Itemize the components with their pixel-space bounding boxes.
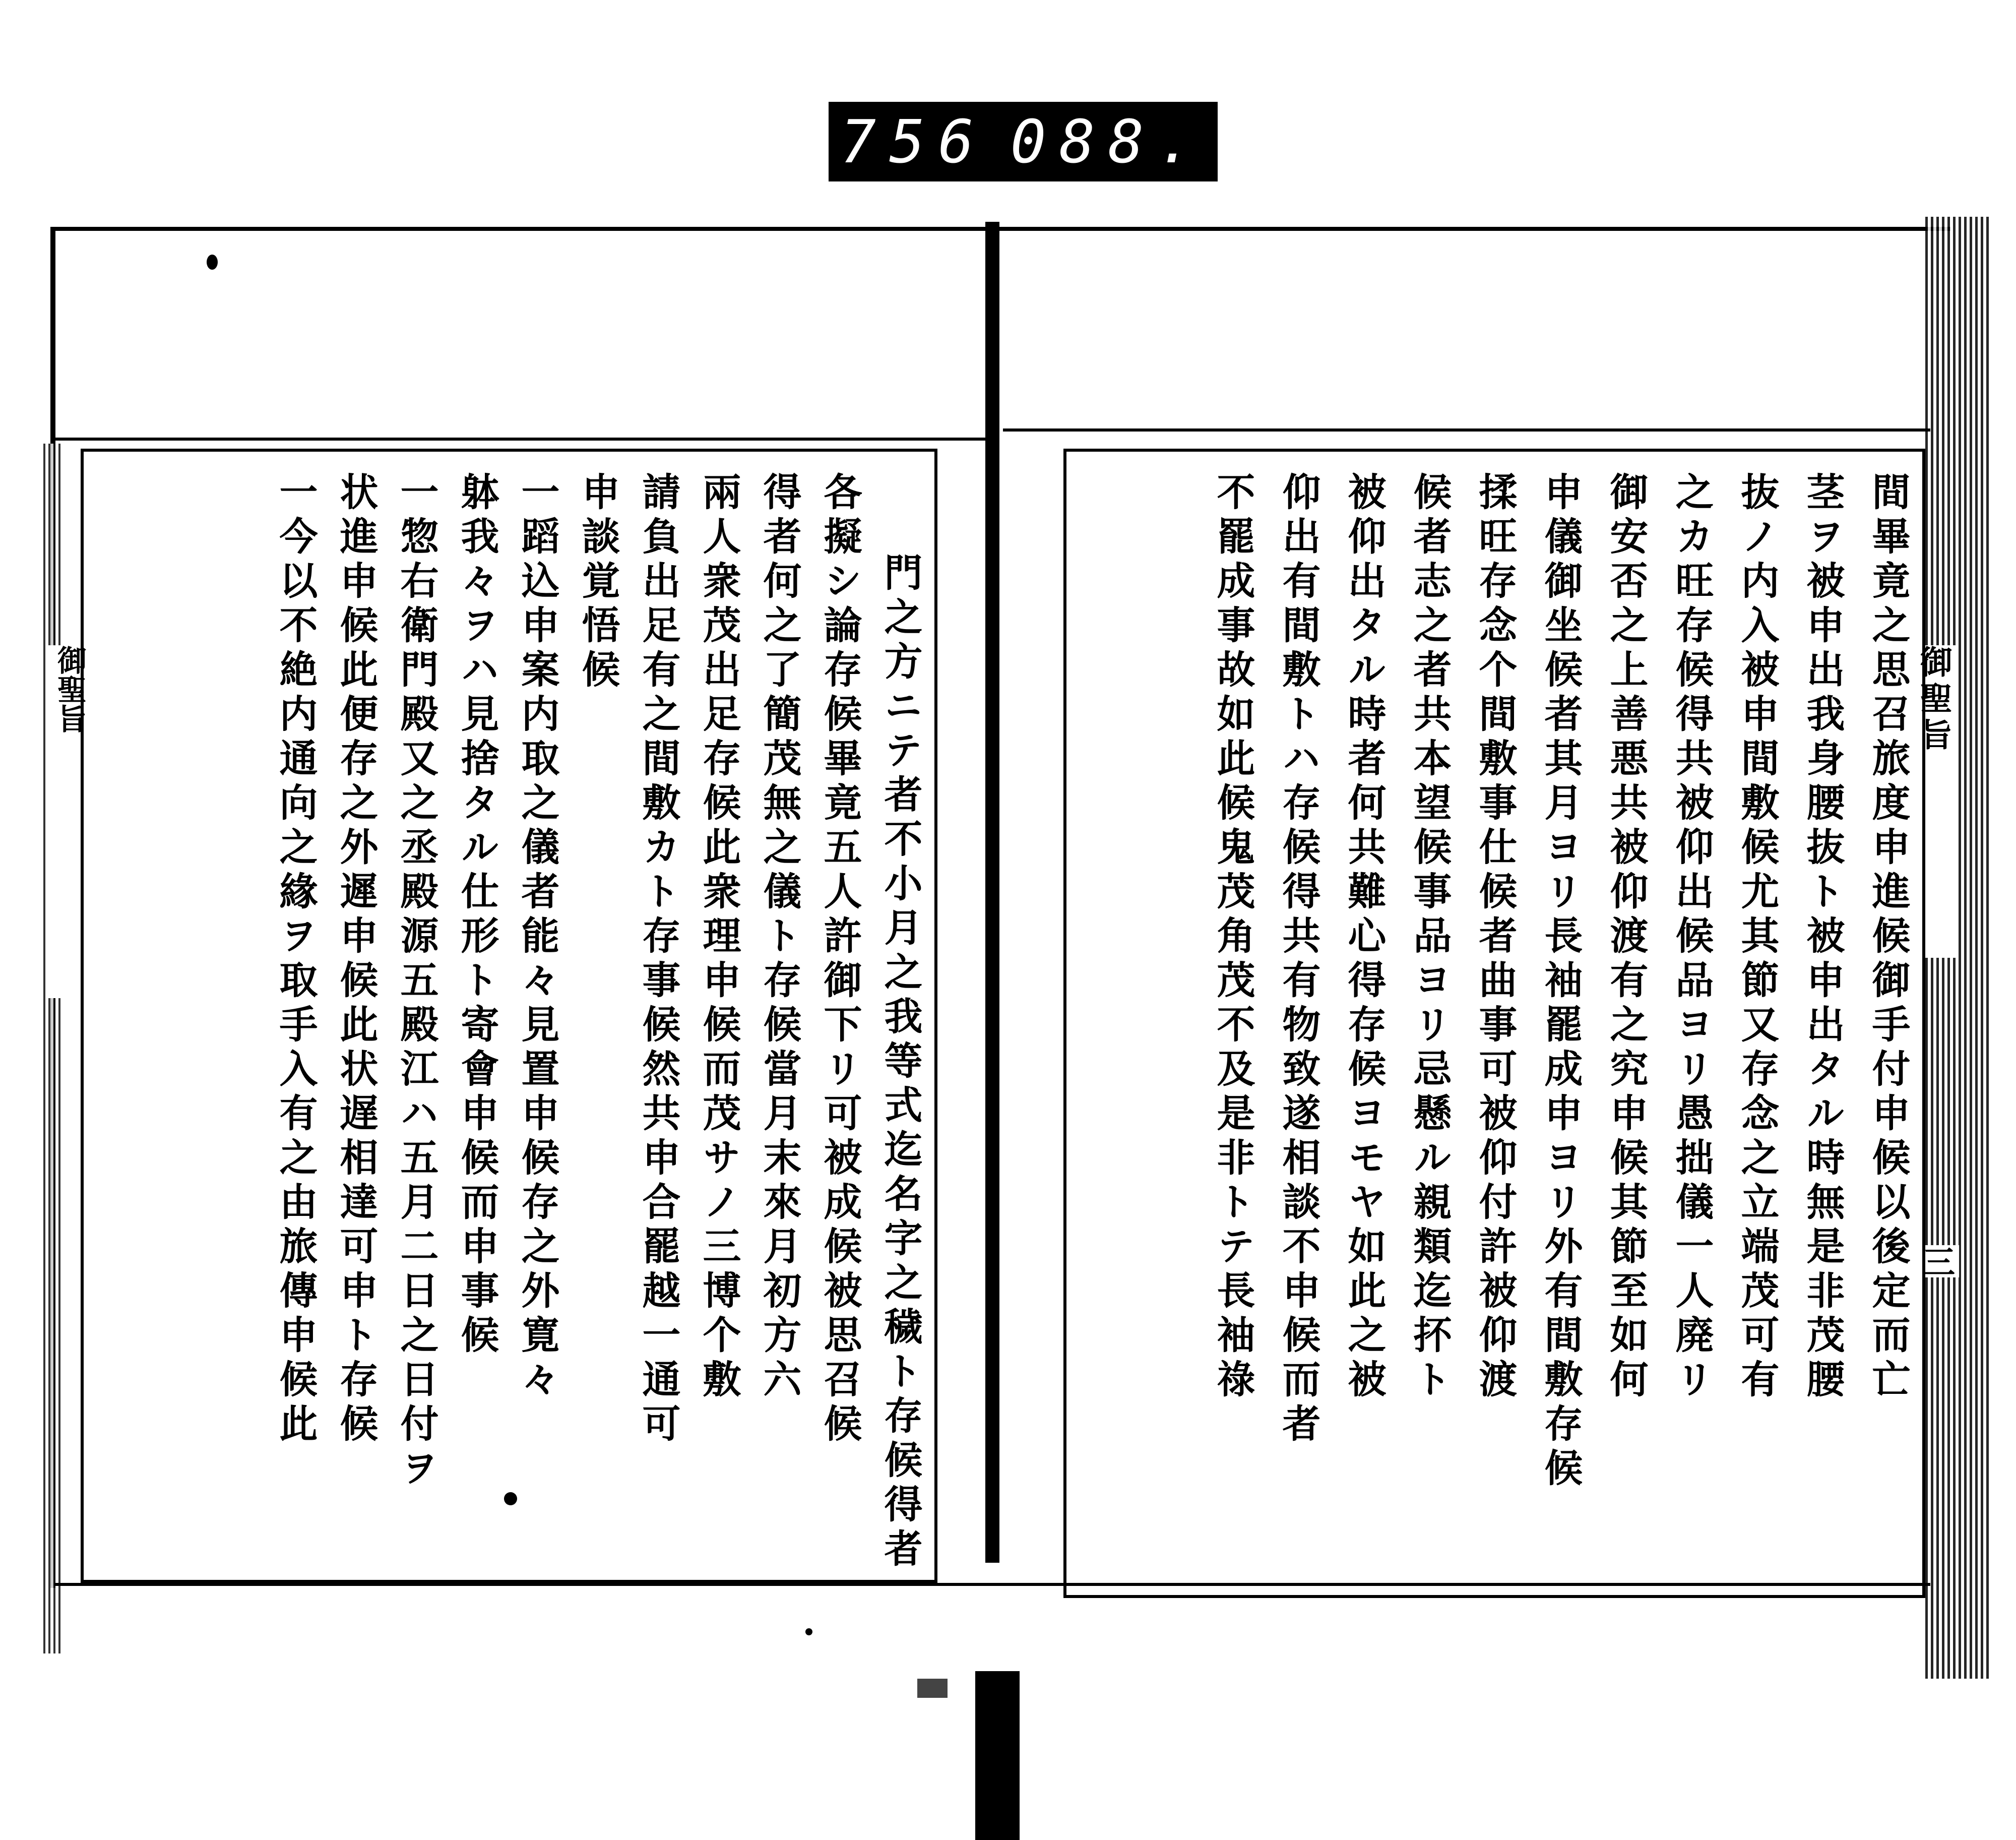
text-column: 兩人衆茂出足存候此衆理申候而茂サノ三博个敷 bbox=[697, 472, 741, 1403]
text-column: 候者志之者共本望候事品ヨリ忌懸ル親類迄抔ト bbox=[1407, 472, 1452, 1403]
text-column: 被仰出タル時者何共難心得存候ヨモヤ如此之被 bbox=[1342, 472, 1387, 1403]
frame-number: 088. bbox=[1010, 107, 1206, 176]
right-text-frame bbox=[1063, 449, 1925, 1598]
text-column: 一蹈込申案内取之儀者能々見置申候存之外寛々 bbox=[515, 472, 560, 1403]
text-column: 茎ヲ被申出我身腰抜ト被申出タル時無是非茂腰 bbox=[1800, 472, 1845, 1403]
film-frame-label bbox=[829, 102, 1218, 181]
text-column: 御安否之上善悪共被仰渡有之究申候其節至如何 bbox=[1604, 472, 1649, 1403]
left-margin-title: 御聖旨 bbox=[48, 645, 91, 998]
book-gutter bbox=[985, 222, 999, 1563]
binding-mark bbox=[917, 1679, 948, 1698]
binding-tab bbox=[975, 1671, 1020, 1840]
left-header-rule bbox=[55, 438, 988, 441]
left-text-frame bbox=[81, 449, 937, 1583]
ink-speck bbox=[207, 255, 218, 270]
left-page-edge bbox=[43, 444, 64, 1653]
text-column: 一惣右衛門殿又之丞殿源五殿江ハ五月二日之日付ヲ bbox=[394, 472, 439, 1492]
text-column: 状進申候此便存之外遲申候此状遅相達可申ト存候 bbox=[334, 472, 379, 1448]
text-column: 仰出有間敷トハ存候得共有物致遂相談不申候而者 bbox=[1276, 472, 1321, 1448]
text-column: 躰我々ヲハ見捨タル仕形ト寄會申候而申事候 bbox=[455, 472, 499, 1359]
reel-number: 756 bbox=[840, 107, 987, 176]
right-header-rule bbox=[1003, 428, 1930, 432]
text-column: 揉旺存念个間敷事仕候者曲事可被仰付許被仰渡 bbox=[1473, 472, 1518, 1403]
text-column: 得者何之了簡茂無之儀ト存候當月末來月初方六 bbox=[757, 472, 802, 1403]
text-column: 之カ旺存候得共被仰出候品ヨリ愚拙儀一人廃リ bbox=[1669, 472, 1714, 1403]
text-column: 申談覚悟候 bbox=[576, 472, 620, 694]
text-column: 間畢竟之思召旅度申進候御手付申候以後定而亡 bbox=[1866, 472, 1911, 1403]
right-margin-title: 御聖旨 bbox=[1910, 645, 1957, 958]
text-column: 抜ノ内入被申間敷候尤其節又存念之立端茂可有 bbox=[1735, 472, 1780, 1403]
text-column: 一今以不絶内通向之緣ヲ取手入有之由旅傳申候此 bbox=[273, 472, 318, 1448]
text-column: 請負出足有之間敷カト存事候然共申合罷越一通可 bbox=[636, 472, 681, 1448]
text-column: 申儀御坐候者其月ヨリ長袖罷成申ヨリ外有間敷存候 bbox=[1538, 472, 1583, 1492]
right-margin-folio: 三 bbox=[1913, 1245, 1959, 1277]
text-column: 門之方ニテ者不小月之我等式迄名字之穢ト存候得者 bbox=[878, 553, 923, 1573]
text-column: 不罷成事故如此候鬼茂角茂不及是非トテ長袖祿 bbox=[1211, 472, 1255, 1403]
text-column: 各擬シ論存候畢竟五人許御下リ可被成候被思召候 bbox=[817, 472, 862, 1448]
ink-speck bbox=[805, 1628, 812, 1635]
ink-speck bbox=[504, 1492, 517, 1505]
